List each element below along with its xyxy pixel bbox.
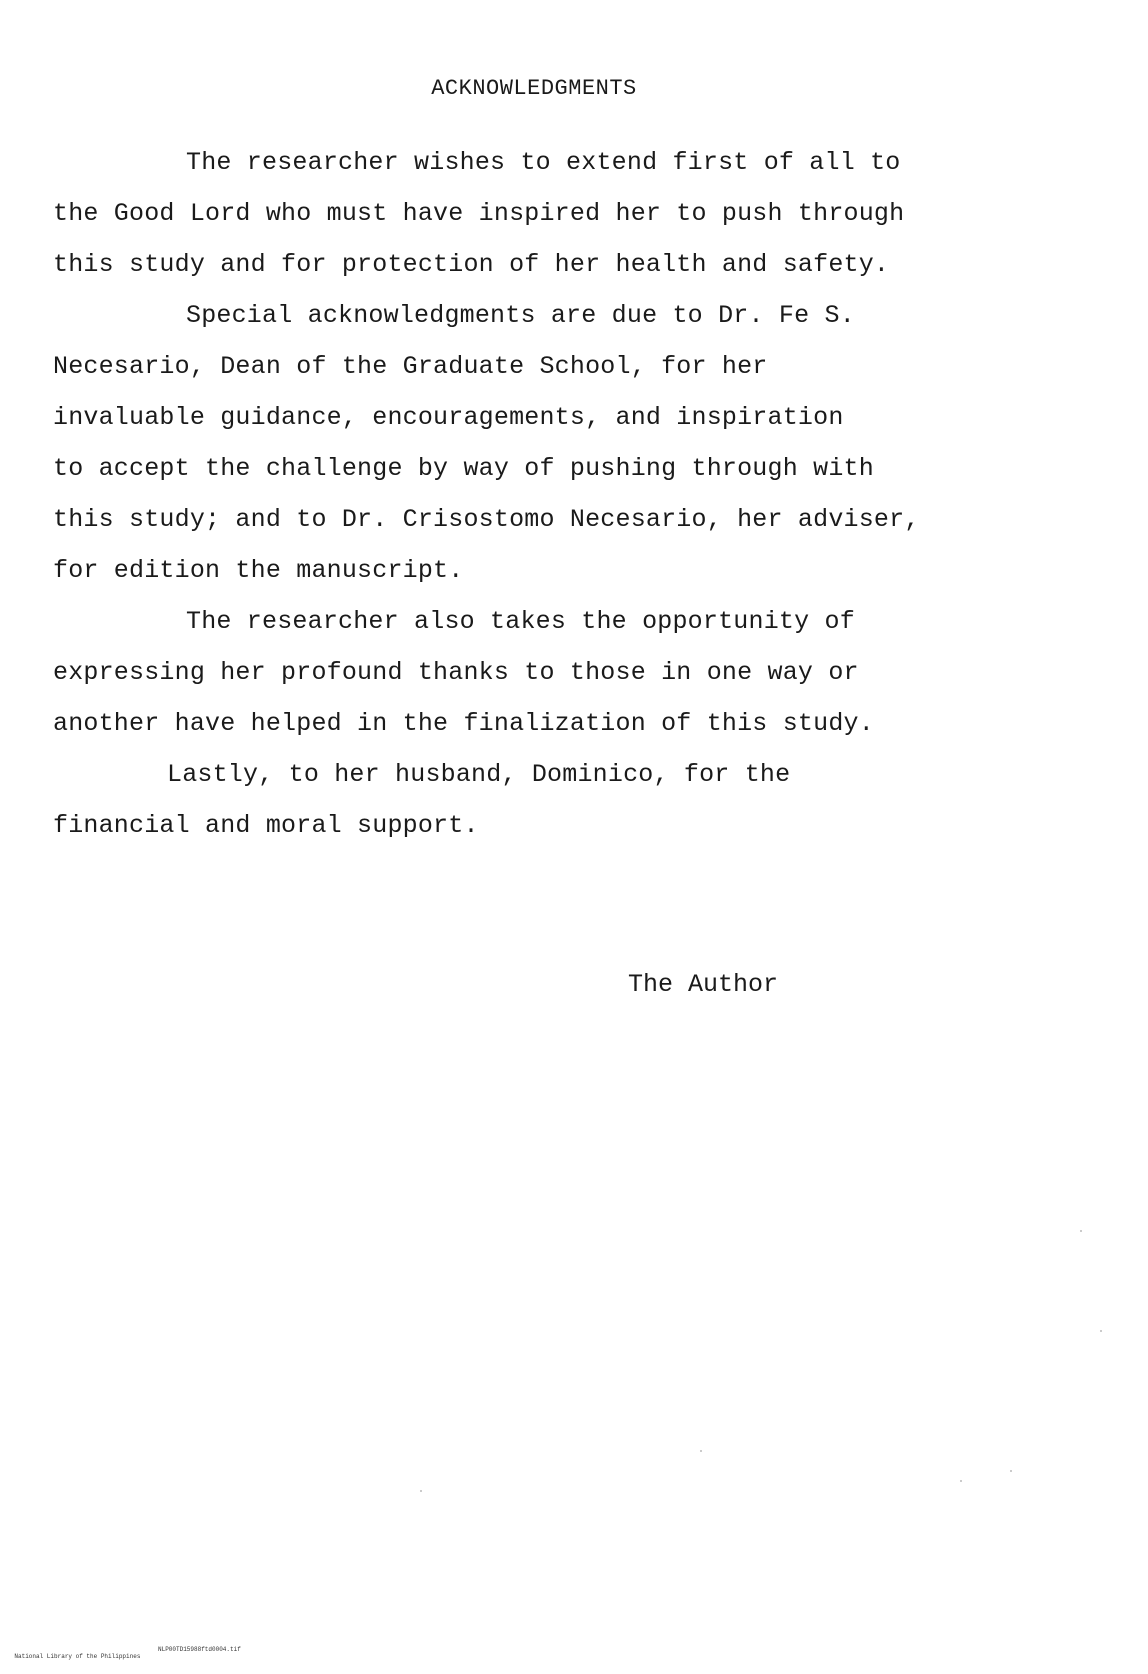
footer-library: National Library of the Philippines [14,1653,141,1660]
page-heading: ACKNOWLEDGMENTS [431,76,637,101]
scan-speck [420,1490,422,1492]
footer-file: NLP00TD15988ftd0004.tif [158,1646,241,1653]
paragraph-3-line-3: another have helped in the finalization of this study. [53,709,874,738]
scan-speck [700,1450,702,1452]
paragraph-1-line-3: this study and for protection of her health and safety. [53,250,890,279]
paragraph-2-line-4: to accept the challenge by way of pushing through with [53,454,874,483]
paragraph-1-line-2: the Good Lord who must have inspired her to push through [53,199,905,228]
paragraph-2-line-2: Necesario, Dean of the Graduate School, for her [53,352,768,381]
paragraph-2-line-1: Special acknowledgments are due to Dr. Fe S. [186,301,855,330]
paragraph-2-line-3: invaluable guidance, encouragements, and inspiration [53,403,844,432]
paragraph-1-line-1: The researcher wishes to extend first of all to [186,148,901,177]
paragraph-4-line-2: financial and moral support. [53,811,479,840]
scan-speck [1010,1470,1012,1472]
paragraph-2-line-5: this study; and to Dr. Crisostomo Necesario, her adviser, [53,505,920,534]
scan-footer [0,1646,241,1674]
paragraph-3-line-1: The researcher also takes the opportunity of [186,607,855,636]
paragraph-4-line-1: Lastly, to her husband, Dominico, for the [167,760,791,789]
scan-speck [1100,1330,1102,1332]
paragraph-3-line-2: expressing her profound thanks to those in one way or [53,658,859,687]
scan-speck [960,1480,962,1482]
scan-speck [1080,1230,1082,1232]
signature: The Author [628,970,779,999]
paragraph-2-line-6: for edition the manuscript. [53,556,464,585]
